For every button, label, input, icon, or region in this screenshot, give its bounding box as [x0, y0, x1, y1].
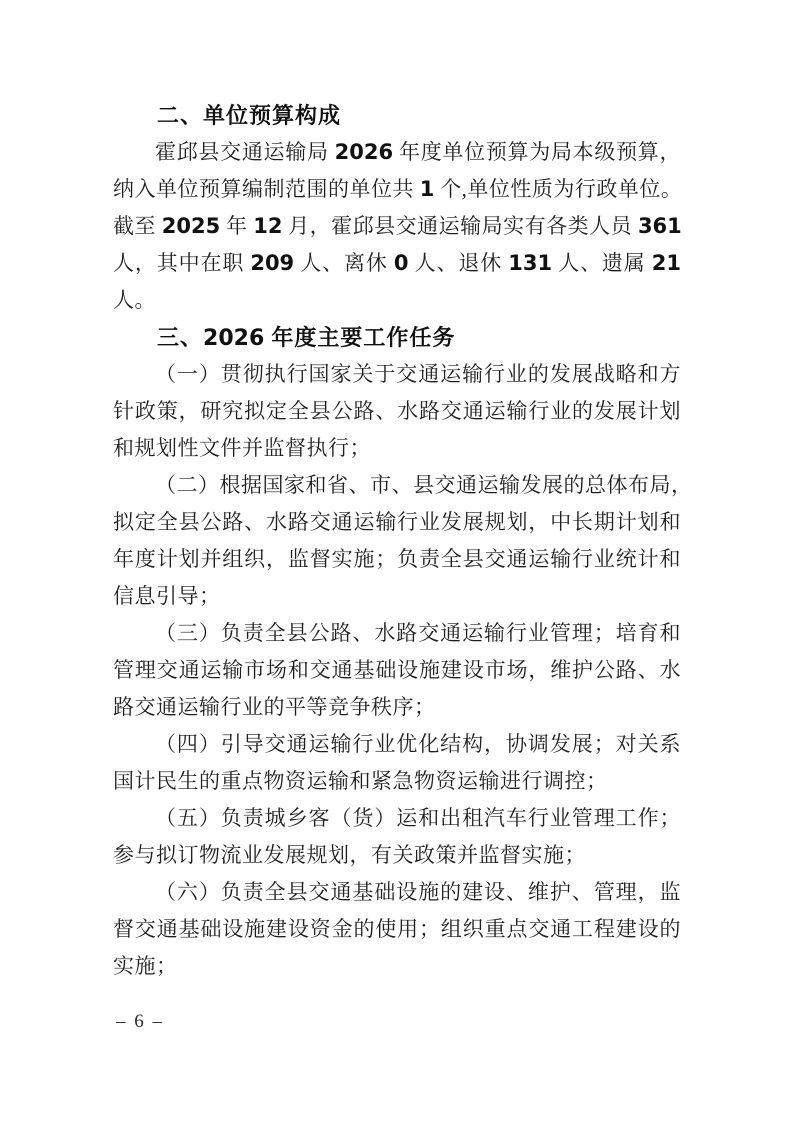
paragraph: [113, 134, 681, 319]
paragraph-line: 参与拟订物流业发展规划，有关政策并监督实施；: [113, 843, 586, 867]
paragraph: [113, 726, 681, 800]
paragraph-line: 拟定全县公路、水路交通运输行业发展规划，中长期计划和: [113, 510, 681, 534]
paragraph-line: （四）引导交通运输行业优化结构，协调发展；对关系: [155, 732, 681, 756]
paragraph-line: 截至 2025 年 12 月，霍邱县交通运输局实有各类人员 361: [113, 214, 682, 238]
paragraph-line: 国计民生的重点物资运输和紧急物资运输进行调控；: [113, 769, 608, 793]
numeric-value: 2026: [334, 140, 394, 164]
paragraph-line: 年度计划并组织，监督实施；负责全县交通运输行业统计和: [113, 547, 681, 571]
paragraph: [113, 467, 693, 615]
document-content: [113, 97, 693, 985]
paragraph-line: （二）根据国家和省、市、县交通运输发展的总体布局，: [155, 473, 693, 497]
paragraph-line: 和规划性文件并监督执行；: [113, 436, 371, 460]
numeric-value: 209: [250, 251, 295, 275]
numeric-value: 0: [393, 251, 409, 275]
paragraph-line: （一）贯彻执行国家关于交通运输行业的发展战略和方: [155, 362, 681, 386]
numeric-value: 21: [651, 251, 682, 275]
paragraph-line: 针政策，研究拟定全县公路、水路交通运输行业的发展计划: [113, 399, 681, 423]
numeric-value: 2025: [161, 214, 221, 238]
paragraph-line: 霍邱县交通运输局 2026 年度单位预算为局本级预算，: [155, 140, 681, 164]
paragraph-line: （六）负责全县交通基础设施的建设、维护、管理，监: [155, 880, 681, 904]
paragraph-line: 信息引导；: [113, 584, 221, 608]
paragraph-line: （三）负责全县公路、水路交通运输行业管理；培育和: [155, 621, 681, 645]
paragraph-line: 督交通基础设施建设资金的使用；组织重点交通工程建设的: [113, 917, 681, 941]
paragraph: [113, 874, 681, 985]
paragraph-line: 纳入单位预算编制范围的单位共 1 个,单位性质为行政单位。: [113, 177, 683, 201]
section-heading: 二、单位预算构成: [157, 103, 342, 128]
numeric-value: 361: [637, 214, 682, 238]
paragraph-line: 实施；: [113, 954, 178, 978]
paragraph: [113, 800, 681, 874]
numeric-value: 1: [419, 177, 435, 201]
paragraph-line: （五）负责城乡客（货）运和出租汽车行业管理工作；: [155, 806, 681, 830]
paragraph-line: 人，其中在职 209 人、离休 0 人、退休 131 人、遗属 21: [113, 251, 682, 275]
paragraph-line: 管理交通运输市场和交通基础设施建设市场，维护公路、水: [113, 658, 681, 682]
paragraph-line: 人。: [113, 288, 156, 312]
page-number: – 6 –: [116, 1011, 164, 1032]
numeric-value: 2026: [203, 326, 265, 351]
paragraph: [113, 356, 681, 467]
paragraph: [113, 615, 681, 726]
numeric-value: 131: [508, 251, 553, 275]
numeric-value: 12: [253, 214, 283, 238]
section-heading: 三、2026 年度主要工作任务: [157, 325, 456, 351]
paragraph-line: 路交通运输行业的平等竞争秩序；: [113, 695, 436, 719]
